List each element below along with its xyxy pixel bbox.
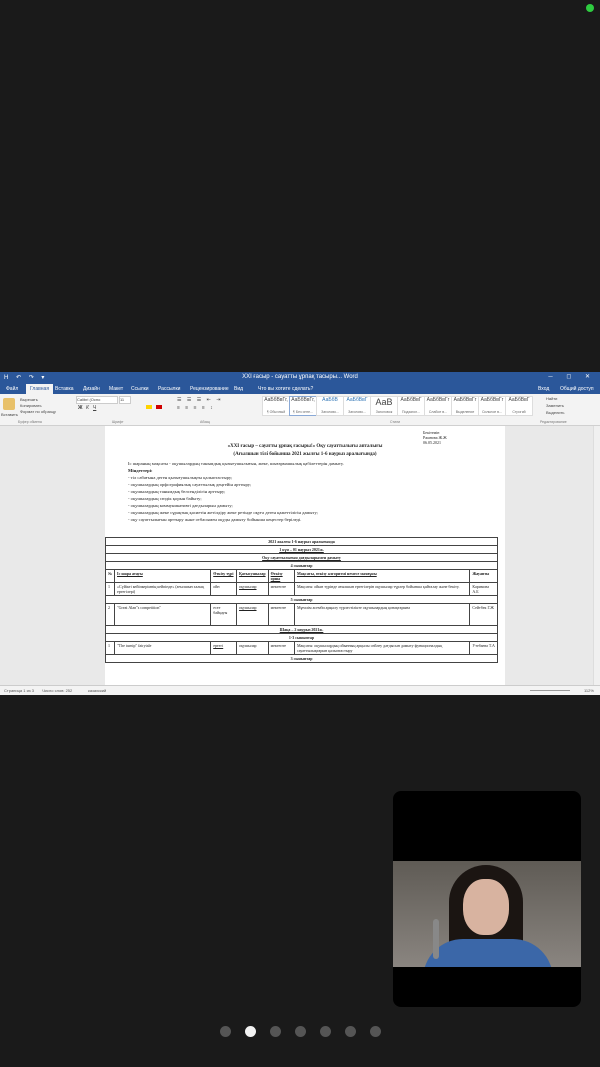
style-strong[interactable] [505,396,533,416]
participant-video-tile[interactable] [393,791,581,1007]
table-cell: 1 күн – 01 наурыз 2021ж. [106,546,498,554]
table-cell: Мақсаты: оқушылардың ойынның арқылы сөйлеу дағдысын дамыту функционалдық сауаттылықтарын қалыптастыру [294,642,469,655]
table-row [106,604,498,626]
table-cell: 2 [106,604,115,626]
tab-insert[interactable]: Вставка [55,386,74,392]
approval-name: Ржанова Ж.Ж [423,435,447,440]
style-name: Заголово... [348,410,366,414]
status-bar [0,685,600,695]
tab-design[interactable]: Дизайн [83,386,100,392]
page-dot[interactable] [320,1026,331,1037]
participant-video [393,861,581,967]
table-row [106,583,498,596]
tab-references[interactable]: Ссылки [131,386,149,392]
replace-button[interactable]: Заменить [546,403,564,408]
style-name: Заголовок [375,410,393,414]
underline-button[interactable]: Ч [93,405,97,411]
font-size-select[interactable]: 11 [119,396,131,404]
table-row [106,655,498,663]
document-page[interactable] [105,430,505,685]
task-item: - оқушылардың жеке сұрақтық қасиетін жетілдіру жеке ретінде оқуға деген қажеттілігін дамыту; [128,510,318,515]
style-title[interactable] [370,396,398,416]
page-dot[interactable] [345,1026,356,1037]
approval-date: 06.05.2021 [423,440,441,445]
quick-access-toolbar[interactable]: H ↶ ↷ ▾ [4,375,48,381]
table-cell: Утебаева Т.А [470,642,498,655]
style-normal[interactable] [262,396,290,416]
table-cell: 1 [106,583,115,596]
document-subtitle: (Ағылшын тілі бойынша 2021 жылғы 1-6 наурыз аралығында) [233,452,377,457]
page-dot-active[interactable] [245,1026,256,1037]
style-name: ¶ Без инте... [293,410,313,414]
bold-button[interactable]: Ж [78,405,83,411]
table-cell: Мұғалім асемби арқылу түрлестілікте оқушылардың қонақтарына [294,604,469,626]
align-buttons-icon[interactable]: ≡ ≡ ≡ ≡ ↕ [177,405,215,411]
zoom-slider[interactable] [530,690,570,691]
style-sample: АаБбВвГг [453,397,477,403]
table-cell: мектепте [268,583,294,596]
style-name: Строгий [512,410,526,414]
style-name: Заголово... [321,410,339,414]
style-no-spacing[interactable] [289,396,317,416]
style-name: Выделение [455,410,475,414]
table-header: Өткізу түрі [211,570,237,583]
style-sample: АаБбВвГг, [291,397,315,403]
style-sample: АаВ [375,397,393,407]
table-cell: 1-3 сыныптар [106,634,498,642]
list-buttons-icon[interactable]: ☰ ☰ ☰ ⇤ ⇥ [177,397,223,403]
tab-layout[interactable]: Макет [109,386,124,392]
copy-button[interactable]: Копировать [20,403,42,408]
table-header: Қатысушылар [237,570,269,583]
table-cell: 3 сыныптар [106,655,498,663]
window-controls[interactable]: ─ ◻ ✕ [548,374,596,380]
table-cell: "The turnip" fairytale [115,642,211,655]
style-sample: АаБбВвГг, [264,397,288,403]
group-clipboard-label: Буфер обмена [18,420,42,424]
table-row [106,626,498,634]
events-table [105,537,498,663]
approval-line: Бекітемін [423,430,440,435]
style-name: Слабое в... [428,410,448,414]
table-row [106,546,498,554]
purpose-text: Іс шараның мақсаты - оқушылардың танымдық қызығушылығын, жеке, шығармашылық қабілеттерін дамыту. [128,461,344,466]
page-dot[interactable] [295,1026,306,1037]
task-item: - тіл сабағына деген қызығушылықты қалыптастыру; [128,475,233,480]
group-editing-label: Редактирование [540,420,567,424]
style-heading2[interactable] [343,396,371,416]
sign-in-link[interactable]: Вход [538,386,550,392]
tab-review[interactable]: Рецензирование [190,386,229,392]
table-row [106,538,498,546]
style-name: Подзагол... [401,410,420,414]
paste-button[interactable]: Вставить [1,412,18,417]
zoom-level[interactable]: 112% [584,688,594,693]
task-item: - оқу сауаттылығын арттыру және отбасымен оқуды дамыту бойынша кеңестер беріледі. [128,517,302,522]
tab-mailings[interactable]: Рассылки [158,386,181,392]
table-cell: "Great Alan"s competition" [115,604,211,626]
page-dot[interactable] [270,1026,281,1037]
participant-shirt [423,939,553,967]
page-count[interactable]: Страница 1 из 3 [4,688,34,693]
table-row [106,642,498,655]
table-cell: оқушылар [237,583,269,596]
style-sample: АаБбВвГг [426,397,450,403]
tab-file[interactable]: Файл [6,386,19,392]
style-subtitle[interactable] [397,396,425,416]
page-indicator [0,1024,600,1038]
table-row [106,562,498,570]
table-cell: Оқу сауаттылығын дағдыларымен дамыту [106,554,498,562]
table-cell: 5 сыныптар [106,596,498,604]
font-name-select[interactable]: Calibri (Осно [76,396,118,404]
table-cell: 4 сыныптар [106,562,498,570]
table-cell: Шақа – 2 наурыз 2021ж. [106,626,498,634]
style-emphasis[interactable] [451,396,479,416]
status-dot [586,4,594,12]
window-title: XXI ғасыр - сауатты ұрпақ тасыры... Word [242,374,358,380]
style-sample: АаБбВвГг [480,397,504,403]
table-header: Мақсаты, өткізу алгоритмі немесе мазмұны [294,570,469,583]
tasks-heading: Міндеттері: [128,468,153,473]
style-sample: АаБбВвГ [400,397,422,403]
group-styles-label: Стили [390,420,401,424]
tab-home[interactable]: Главная [26,384,53,394]
task-item: - оқушылардың орфографиялық сауаттылық деңгейін арттыру; [128,482,252,487]
table-cell: ертегі [211,642,237,655]
style-intense-emphasis[interactable] [478,396,506,416]
table-row [106,634,498,642]
task-item: - оқушылардың танымдық белсенділігін арттыру; [128,489,226,494]
table-cell: 2021 жылғы 1-6 наурыз аралығында [106,538,498,546]
select-button[interactable]: Выделить [546,410,565,415]
table-header: Іс шара атауы [115,570,211,583]
style-subtle-emphasis[interactable] [424,396,452,416]
table-cell: Мақсаты: ойын түрінде ағылшын ертегілерін оқушылар түрлер бойынша қайталау және бекіту. [294,583,469,596]
table-header: Жауапты [470,570,498,583]
table-cell: 1 [106,642,115,655]
microphone-icon [433,919,439,959]
table-header-row [106,570,498,583]
find-button[interactable]: Найти [546,396,558,401]
table-cell: есте байқауы [211,604,237,626]
task-item: - оқушылардың коммуникативті дағдыларын дамыту; [128,503,233,508]
table-header: Өткізу орны [268,570,294,583]
tab-view[interactable]: Вид [234,386,244,392]
style-name: Сильное в... [482,410,502,414]
font-color-icon[interactable] [156,405,162,409]
ribbon [0,394,600,426]
italic-button[interactable]: К [86,405,89,411]
style-sample: АаБбВ [322,397,338,403]
document-title: «XXI ғасыр – сауатты ұрпақ ғасыры!» Оқу сауаттылығы апталығы [227,444,383,449]
share-button[interactable]: Общий доступ [560,386,594,392]
table-row [106,554,498,562]
table-cell: ойн [211,583,237,596]
table-cell: «Сүйікті кейіпкерімнің кейпінде» (ағылшын халық ертегілері) [115,583,211,596]
title-bar [0,372,600,383]
style-sample: АаБбВвГ [508,397,530,403]
group-paragraph-label: Абзац [200,420,210,424]
proofing-language[interactable]: казахский [88,688,107,693]
page-dot[interactable] [220,1026,231,1037]
highlight-color-icon[interactable] [146,405,152,409]
table-cell: Сейтбек Г.Ж [470,604,498,626]
table-cell: оқушылар [237,642,269,655]
paste-icon[interactable] [3,398,15,410]
table-header: № [106,570,115,583]
table-row [106,596,498,604]
style-name: ¶ Обычный [266,410,286,414]
table-cell: мектепте [268,604,294,626]
tell-me-search[interactable]: Что вы хотите сделать? [258,386,314,392]
table-cell: оқушылар [237,604,269,626]
word-count[interactable]: Число слов: 252 [42,688,73,693]
cut-button[interactable]: Вырезать [20,397,38,402]
style-sample: АаБбВвГ [346,397,368,403]
style-heading1[interactable] [316,396,344,416]
table-cell: Каримова А.Б [470,583,498,596]
group-font-label: Шрифт [112,420,124,424]
page-dot[interactable] [370,1026,381,1037]
table-cell: мектепте [268,642,294,655]
vertical-scrollbar[interactable] [593,426,600,685]
word-window [0,372,600,695]
participant-face [463,879,509,935]
format-painter-button[interactable]: Формат по образцу [20,409,56,414]
task-item: - оқушылардың сөздік қорын байыту; [128,496,202,501]
ribbon-tabs [0,383,600,394]
